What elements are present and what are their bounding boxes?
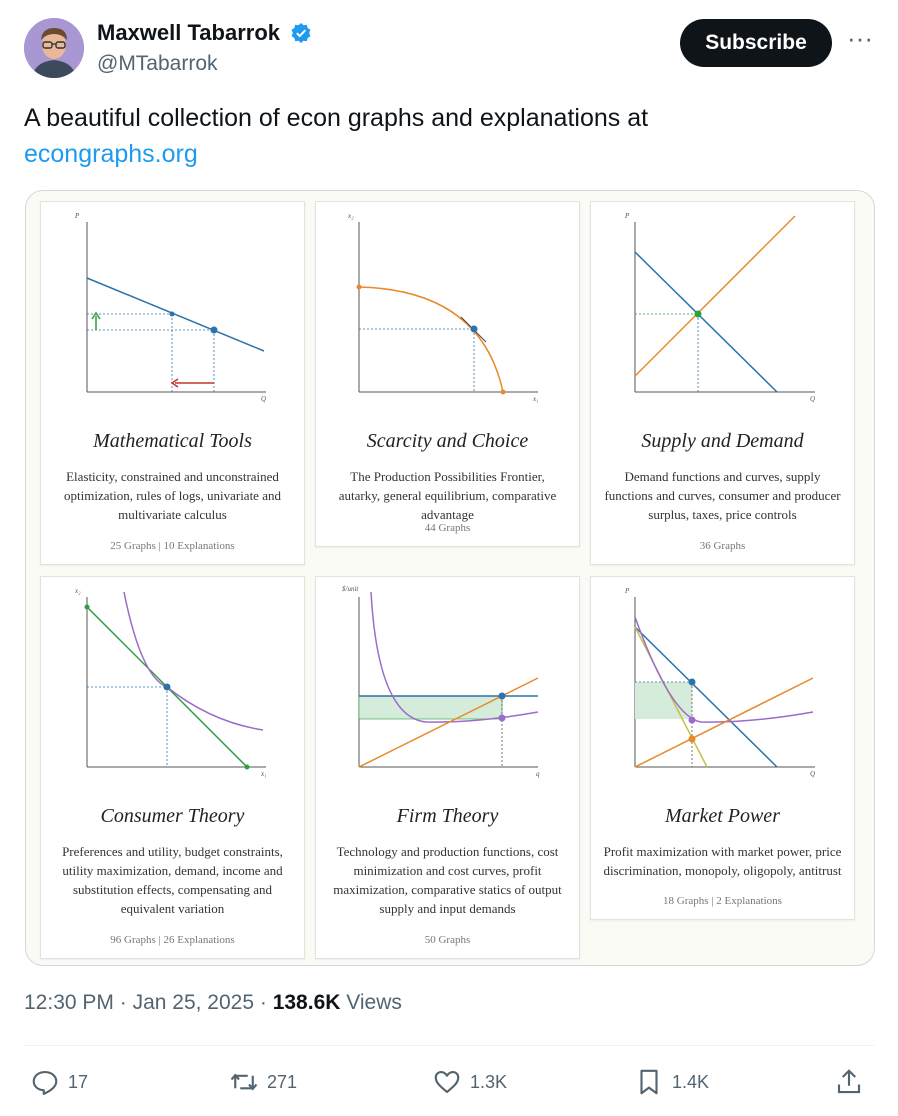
card-description: Technology and production functions, cost minimization and cost curves, profit maximization, comparative statics of output supply and input demands [333, 844, 562, 916]
views-count: 138.6K [272, 991, 341, 1014]
y-axis-label: x₂ [348, 212, 354, 220]
card-title: Firm Theory [396, 805, 499, 827]
graph-firm-costs [316, 577, 581, 802]
x-axis-label: Q [810, 395, 816, 403]
share-button[interactable] [834, 1066, 872, 1098]
bookmark-icon [634, 1067, 664, 1097]
graph-ppf [316, 202, 581, 427]
x-axis-label: Q [810, 770, 816, 778]
card-meta: 36 Graphs [699, 540, 746, 552]
card-title: Scarcity and Choice [366, 430, 529, 452]
card-firm-theory[interactable] [315, 576, 580, 959]
post-date[interactable]: Jan 25, 2025 [132, 991, 255, 1014]
tweet-body: A beautiful collection of econ graphs and explanations at [24, 104, 649, 132]
card-description: Profit maximization with market power, price discrimination, monopoly, oligopoly, antitrust [603, 844, 842, 878]
card-meta: 50 Graphs [424, 934, 471, 946]
more-options-icon[interactable]: ··· [847, 23, 873, 53]
card-meta: 96 Graphs | 26 Explanations [110, 934, 235, 946]
like-count: 1.3K [470, 1071, 508, 1092]
card-meta: 44 Graphs [424, 522, 471, 534]
post-time[interactable]: 12:30 PM [24, 991, 114, 1014]
x-axis-label: x₁ [533, 395, 539, 403]
card-supply-and-demand[interactable] [590, 201, 855, 565]
author-block [97, 20, 312, 76]
author-handle[interactable]: @MTabarrok [97, 52, 218, 75]
reply-icon [30, 1067, 60, 1097]
repost-count: 271 [267, 1071, 298, 1092]
bookmark-count: 1.4K [672, 1071, 710, 1092]
graph-monopoly [591, 577, 856, 802]
card-meta: 25 Graphs | 10 Explanations [110, 540, 235, 552]
reply-button[interactable] [30, 1066, 88, 1098]
tweet-header [24, 18, 874, 82]
media-image[interactable] [25, 190, 875, 966]
y-axis-label: P [75, 212, 80, 220]
avatar[interactable] [24, 18, 84, 78]
y-axis-label: P [625, 587, 630, 595]
views-label: Views [346, 991, 402, 1014]
tweet-text [24, 100, 864, 172]
card-market-power[interactable] [590, 576, 855, 920]
y-axis-label: P [625, 212, 630, 220]
timestamp-line [24, 991, 402, 1015]
y-axis-label: $/unit [342, 585, 359, 593]
graph-consumer-choice [41, 577, 306, 802]
card-mathematical-tools[interactable] [40, 201, 305, 565]
subscribe-button[interactable]: Subscribe [680, 19, 832, 67]
verified-badge-icon [290, 22, 312, 44]
separator: · [259, 991, 267, 1014]
card-title: Supply and Demand [641, 430, 804, 452]
card-title: Consumer Theory [100, 805, 245, 827]
x-axis-label: q [536, 770, 540, 778]
divider [24, 1045, 874, 1046]
x-axis-label: Q [261, 395, 267, 403]
card-scarcity-and-choice[interactable] [315, 201, 580, 547]
heart-icon [432, 1067, 462, 1097]
tweet-link[interactable]: econgraphs.org [24, 140, 198, 168]
card-description: Elasticity, constrained and unconstrained optimization, rules of logs, univariate and multivariate calculus [64, 469, 281, 522]
separator: · [119, 991, 127, 1014]
card-description: The Production Possibilities Frontier, autarky, general equilibrium, comparative advantage [338, 469, 557, 522]
avatar-image [24, 18, 84, 78]
card-description: Preferences and utility, budget constraints, utility maximization, demand, income and substitution effects, compensating and equivalent variation [62, 844, 283, 916]
repost-icon [229, 1067, 259, 1097]
graph-elasticity [41, 202, 306, 427]
bookmark-button[interactable] [634, 1066, 709, 1098]
card-consumer-theory[interactable] [40, 576, 305, 959]
graph-supply-demand [591, 202, 856, 427]
repost-button[interactable] [229, 1066, 297, 1098]
share-icon [834, 1067, 864, 1097]
reply-count: 17 [68, 1071, 89, 1092]
card-description: Demand functions and curves, supply functions and curves, consumer and producer surplus, taxes, price controls [604, 469, 841, 522]
action-bar [24, 1060, 874, 1104]
card-meta: 18 Graphs | 2 Explanations [663, 895, 782, 907]
y-axis-label: x₂ [75, 587, 81, 595]
x-axis-label: x₁ [261, 770, 267, 778]
card-title: Mathematical Tools [93, 430, 252, 452]
card-title: Market Power [665, 805, 780, 827]
author-name[interactable]: Maxwell Tabarrok [97, 20, 280, 45]
like-button[interactable] [432, 1066, 507, 1098]
